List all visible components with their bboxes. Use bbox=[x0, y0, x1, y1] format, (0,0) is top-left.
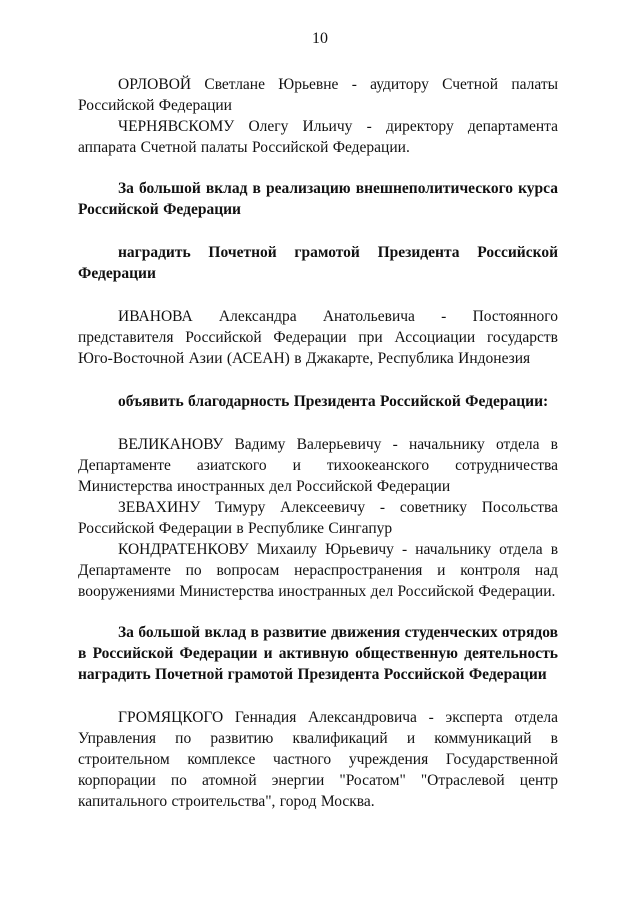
person-position: директору департамента аппарата Счетной палаты Российской Федерации. bbox=[78, 118, 559, 156]
person-position: советнику Посольства Российской Федерации в Республике Сингапур bbox=[78, 499, 559, 537]
award-entry bbox=[78, 116, 558, 158]
separator-dash: - bbox=[379, 499, 386, 516]
person-name: ГРОМЯЦКОГО Геннадия Александровича bbox=[118, 709, 417, 726]
person-name: ВЕЛИКАНОВУ Вадиму Валерьевичу bbox=[118, 436, 382, 453]
person-position: начальнику отдела в Департаменте по вопросам нераспространения и контроля над вооружениями Министерства иностранных дел Российской Федерации. bbox=[78, 541, 559, 600]
separator-dash: - bbox=[441, 308, 447, 325]
person-name: ЧЕРНЯВСКОМУ Олегу Ильичу bbox=[118, 118, 353, 135]
person-name: ЗЕВАХИНУ Тимуру Алексеевичу bbox=[118, 499, 366, 516]
award-directive: наградить Почетной грамотой Президента Российской Федерации bbox=[78, 244, 558, 282]
gratitude-directive: объявить благодарность Президента Российской Федерации: bbox=[118, 393, 549, 410]
person-position: эксперта отдела Управления по развитию квалификаций и коммуникаций в строительном комплексе частного учреждения Государственной корпорации по атомной энергии "Росатом" "Отраслевой центр капитального строительства", город Москва. bbox=[78, 709, 558, 810]
person-position: Постоянного представителя Российской Федерации при Ассоциации государств Юго-Восточной Азии (АСЕАН) в Джакарте, Республика Индонезия bbox=[78, 308, 558, 367]
separator-dash: - bbox=[402, 541, 408, 558]
separator-dash: - bbox=[392, 436, 398, 453]
separator-dash: - bbox=[428, 709, 434, 726]
person-name: КОНДРАТЕНКОВУ Михаилу Юрьевичу bbox=[118, 541, 394, 558]
document-body bbox=[78, 74, 558, 812]
award-entry bbox=[78, 74, 558, 116]
section-heading: За большой вклад в реализацию внешнеполитического курса Российской Федерации bbox=[78, 180, 558, 218]
separator-dash: - bbox=[351, 76, 357, 93]
award-entry bbox=[78, 539, 558, 602]
award-entry bbox=[78, 434, 558, 497]
award-entry bbox=[78, 707, 558, 812]
separator-dash: - bbox=[366, 118, 372, 135]
person-position: начальнику отдела в Департаменте азиатского и тихоокеанского сотрудничества Министерства иностранных дел Российской Федерации bbox=[78, 436, 558, 495]
page-number: 10 bbox=[312, 30, 328, 47]
person-position: аудитору Счетной палаты Российской Федерации bbox=[78, 76, 559, 114]
award-entry bbox=[78, 497, 558, 539]
person-name: ОРЛОВОЙ Светлане Юрьевне bbox=[118, 76, 339, 93]
section-heading: За большой вклад в развитие движения студенческих отрядов в Российской Федерации и активную общественную деятельность наградить Почетной грамотой Президента Российской Федерации bbox=[78, 624, 558, 683]
award-entry bbox=[78, 306, 558, 369]
person-name: ИВАНОВА Александра Анатольевича bbox=[118, 308, 415, 325]
